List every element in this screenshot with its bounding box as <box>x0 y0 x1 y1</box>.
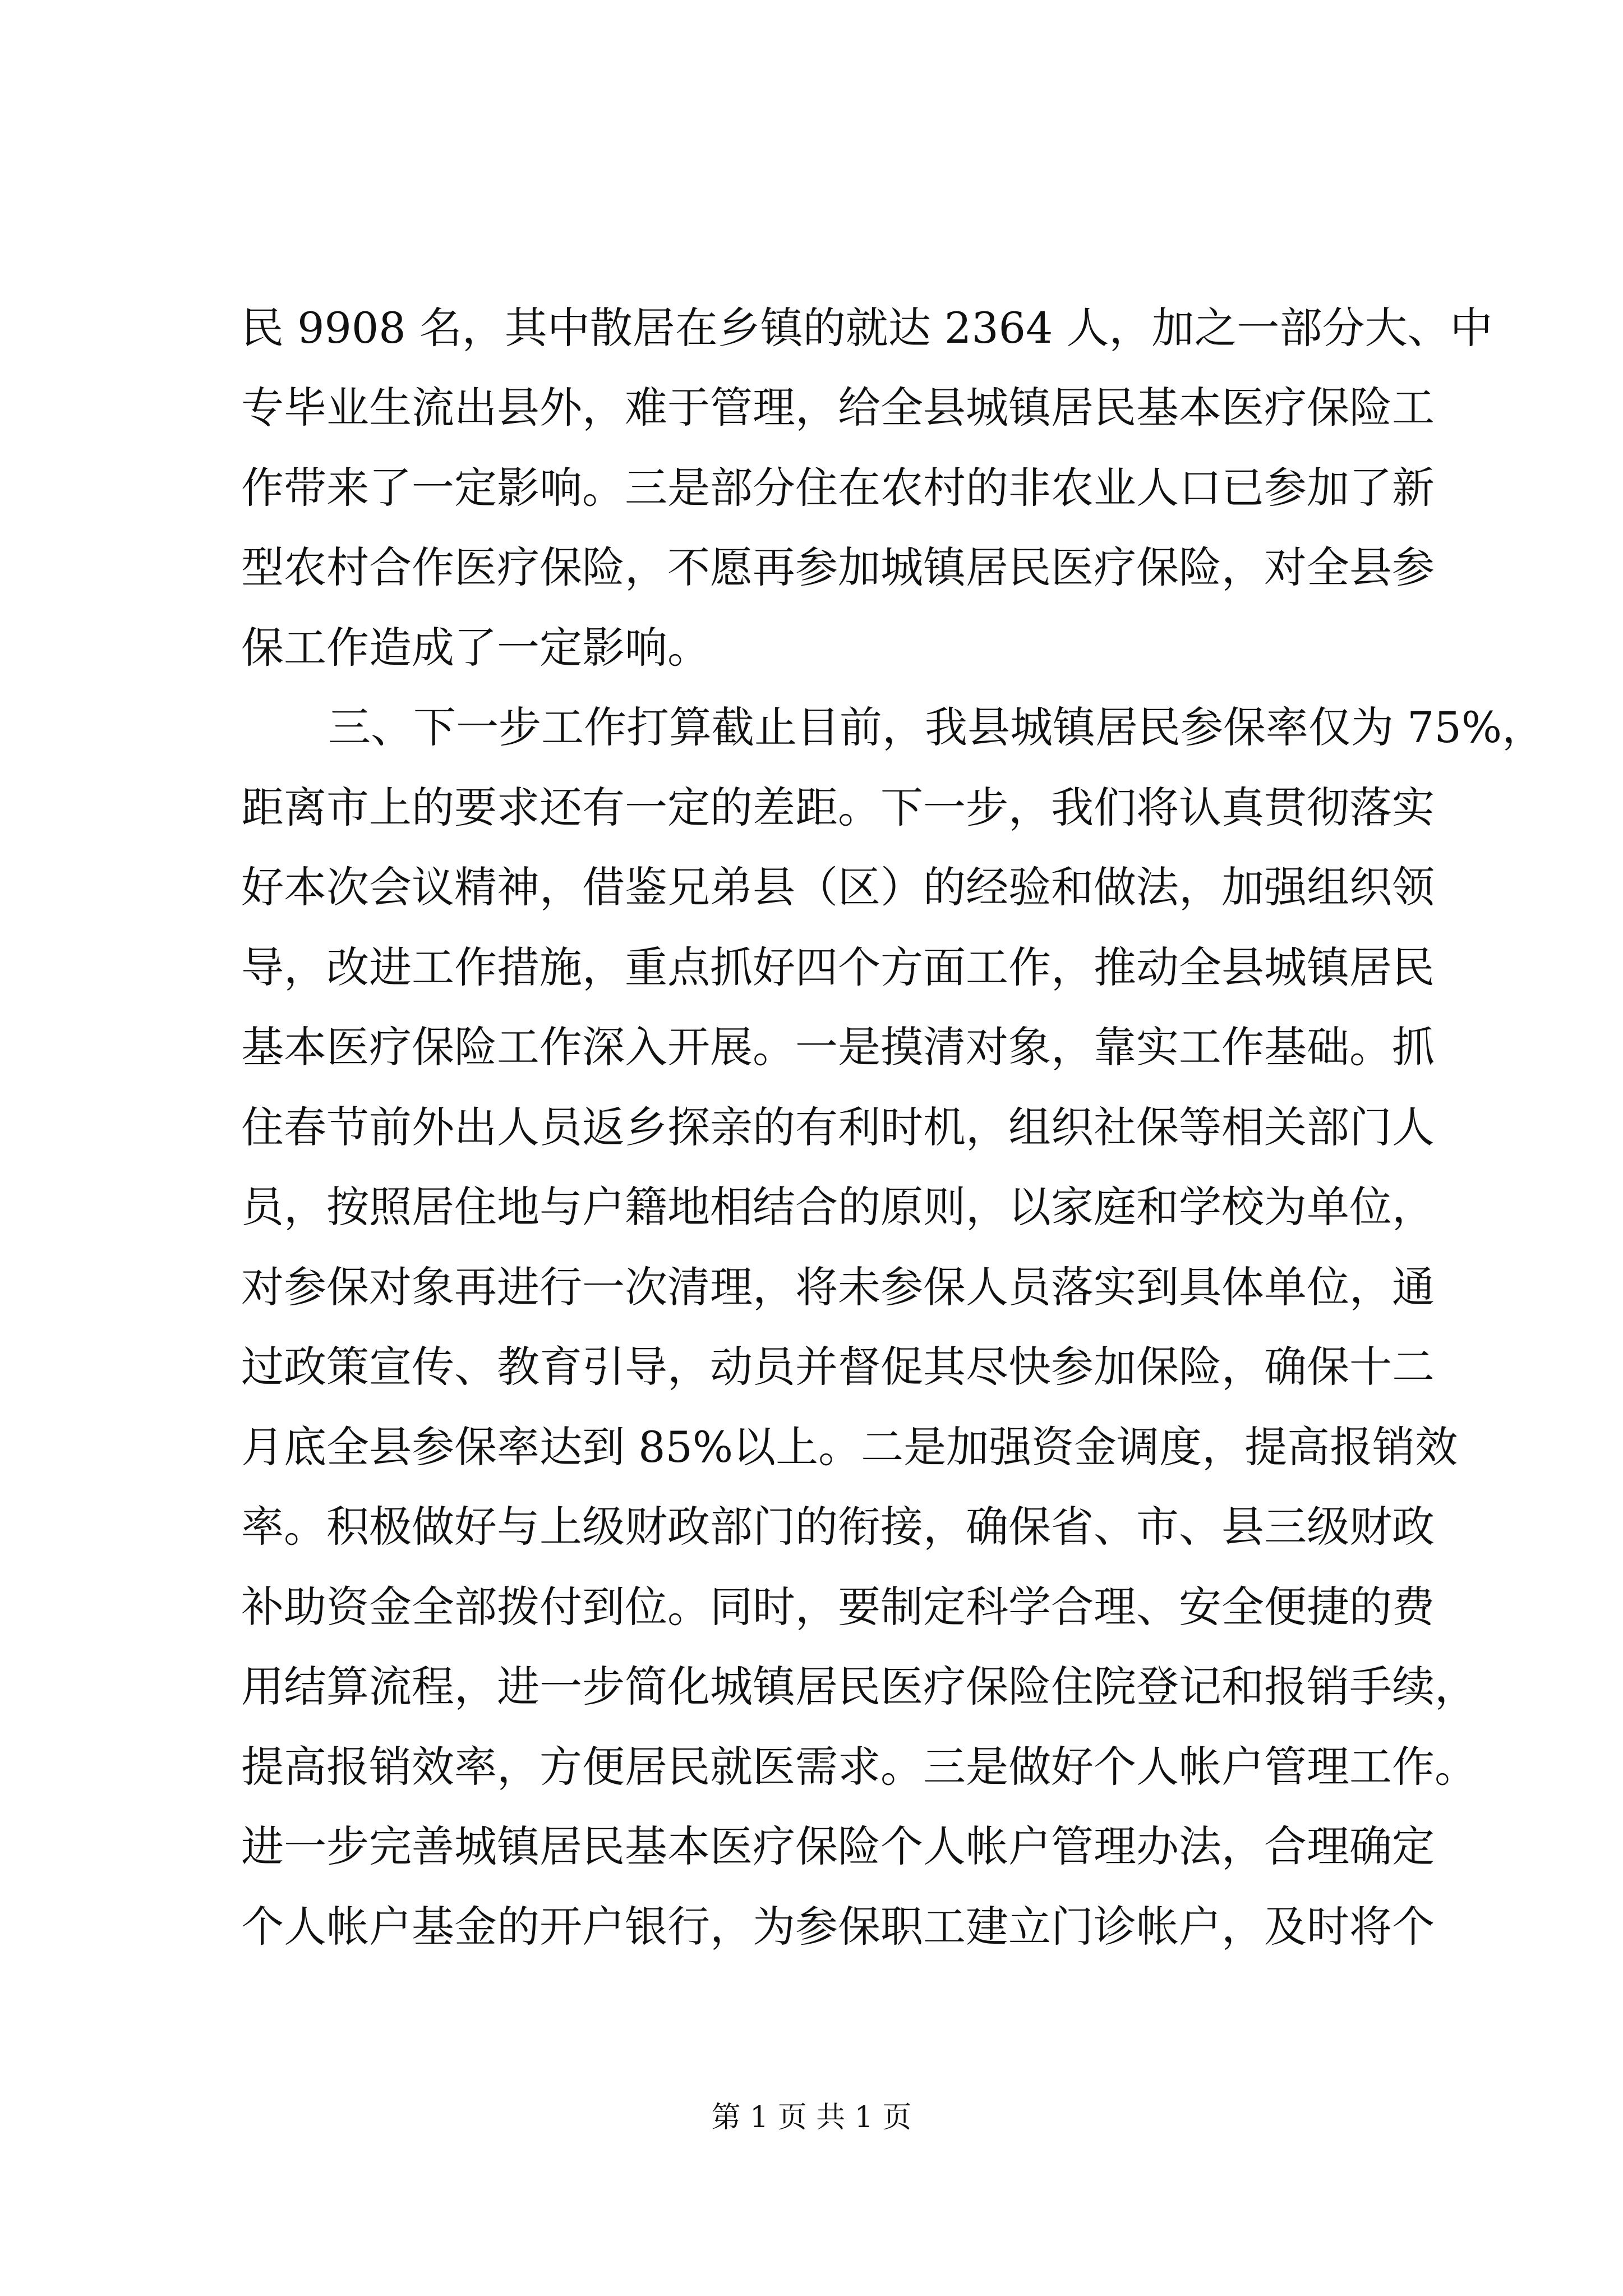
text-line-18: 用结算流程，进一步简化城镇居民医疗保险住院登记和报销手续， <box>241 1662 1477 1711</box>
text-line-11: 住春节前外出人员返乡探亲的有利时机，组织社保等相关部门人 <box>241 1102 1435 1152</box>
text-line-2: 专毕业生流出县外，难于管理，给全县城镇居民基本医疗保险工 <box>241 383 1435 432</box>
text-line-7: 距离市上的要求还有一定的差距。下一步，我们将认真贯彻落实 <box>241 783 1435 832</box>
text-line-6: 三、下一步工作打算截止目前，我县城镇居民参保率仅为 75%， <box>328 702 1545 752</box>
text-line-3: 作带来了一定影响。三是部分住在农村的非农业人口已参加了新 <box>241 463 1435 513</box>
text-line-20: 进一步完善城镇居民基本医疗保险个人帐户管理办法，合理确定 <box>241 1821 1435 1871</box>
page-footer: 第 1 页 共 1 页 <box>711 2101 912 2134</box>
text-line-17: 补助资金全部拨付到位。同时，要制定科学合理、安全便捷的费 <box>241 1582 1435 1632</box>
text-line-9: 导，改进工作措施，重点抓好四个方面工作，推动全县城镇居民 <box>241 942 1435 992</box>
text-line-16: 率。积极做好与上级财政部门的衔接，确保省、市、县三级财政 <box>241 1502 1435 1552</box>
text-line-19: 提高报销效率，方便居民就医需求。三是做好个人帐户管理工作。 <box>241 1742 1477 1792</box>
text-line-5: 保工作造成了一定影响。 <box>241 623 710 673</box>
text-line-8: 好本次会议精神，借鉴兄弟县（区）的经验和做法，加强组织领 <box>241 862 1435 912</box>
text-line-4: 型农村合作医疗保险，不愿再参加城镇居民医疗保险，对全县参 <box>241 542 1435 592</box>
text-line-10: 基本医疗保险工作深入开展。一是摸清对象，靠实工作基础。抓 <box>241 1022 1435 1072</box>
text-line-21: 个人帐户基金的开户银行，为参保职工建立门诊帐户，及时将个 <box>241 1902 1435 1952</box>
text-line-15: 月底全县参保率达到 85%以上。二是加强资金调度，提高报销效 <box>241 1422 1458 1472</box>
text-line-13: 对参保对象再进行一次清理，将未参保人员落实到具体单位，通 <box>241 1262 1435 1312</box>
text-line-14: 过政策宣传、教育引导，动员并督促其尽快参加保险，确保十二 <box>241 1342 1435 1392</box>
text-line-12: 员，按照居住地与户籍地相结合的原则，以家庭和学校为单位， <box>241 1182 1435 1232</box>
text-line-1: 民 9908 名，其中散居在乡镇的就达 2364 人，加之一部分大、中 <box>241 303 1493 353</box>
